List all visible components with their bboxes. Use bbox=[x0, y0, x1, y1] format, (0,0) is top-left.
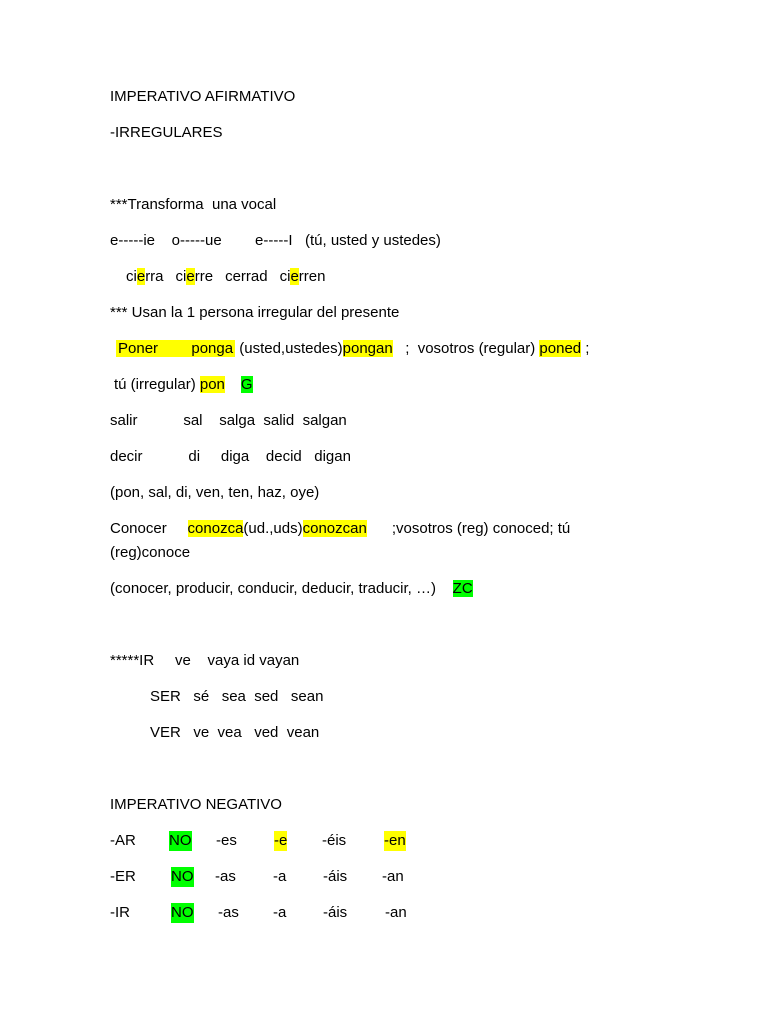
salir-line: salir sal salga salid salgan bbox=[110, 412, 347, 429]
heading-imperativo-afirmativo: IMPERATIVO AFIRMATIVO bbox=[110, 88, 296, 105]
neg-ar-no: NO bbox=[169, 832, 192, 849]
poned-highlight: poned bbox=[539, 340, 582, 357]
neg-ar-c1: -es bbox=[216, 832, 237, 849]
neg-ar-label: -AR bbox=[110, 832, 136, 849]
g-highlight: G bbox=[240, 376, 253, 393]
neg-er-c3: -áis bbox=[323, 868, 348, 885]
verb-list-1: (pon, sal, di, ven, ten, haz, oye) bbox=[110, 484, 320, 501]
neg-er-no: NO bbox=[171, 868, 194, 885]
example-word-1: cierra bbox=[126, 268, 164, 285]
neg-ir-c2: -a bbox=[273, 904, 287, 921]
example-word-3: cerrad bbox=[225, 268, 268, 285]
neg-er-label: -ER bbox=[110, 868, 136, 885]
neg-ir-c4: -an bbox=[385, 904, 407, 921]
example-word-2: cierre bbox=[175, 268, 214, 285]
ver-line: VER ve vea ved vean bbox=[150, 724, 320, 741]
neg-er-c4: -an bbox=[382, 868, 404, 885]
neg-ar-c3: -éis bbox=[322, 832, 347, 849]
heading-imperativo-negativo: IMPERATIVO NEGATIVO bbox=[110, 796, 282, 813]
zc-highlight: ZC bbox=[452, 580, 473, 597]
pon-highlight: pon bbox=[199, 376, 225, 393]
example-word-4: cierren bbox=[279, 268, 326, 285]
poner-highlight: Poner ponga bbox=[118, 340, 234, 357]
conocer-line: Conocer conozca(ud.,uds)conozcan ;vosotros (reg) conoced; tú bbox=[110, 520, 571, 537]
primera-persona-title: *** Usan la 1 persona irregular del presente bbox=[110, 304, 400, 321]
vocal-rule: e-----ie o-----ue e-----I (tú, usted y ustedes) bbox=[110, 232, 441, 249]
neg-er-c1: -as bbox=[215, 868, 236, 885]
neg-ir-c3: -áis bbox=[323, 904, 348, 921]
tu-irregular-line: tú (irregular) pon G bbox=[114, 376, 253, 393]
poner-line: Poner ponga (usted,ustedes)pongan ; vosotros (regular) poned ; bbox=[118, 340, 590, 357]
verb-list-2: (conocer, producir, conducir, deducir, traducir, …) ZC bbox=[110, 580, 473, 597]
conozca-highlight: conozca bbox=[187, 520, 244, 537]
neg-ir-c1: -as bbox=[218, 904, 239, 921]
ir-line: *****IR ve vaya id vayan bbox=[110, 652, 300, 669]
vocal-examples bbox=[126, 267, 325, 287]
neg-er-c2: -a bbox=[273, 868, 287, 885]
neg-ar-c4: -en bbox=[384, 832, 406, 849]
pongan-highlight: pongan bbox=[342, 340, 393, 357]
ser-line: SER sé sea sed sean bbox=[150, 688, 324, 705]
decir-line: decir di diga decid digan bbox=[110, 448, 351, 465]
conozcan-highlight: conozcan bbox=[302, 520, 367, 537]
vocal-title: ***Transforma una vocal bbox=[110, 196, 277, 213]
subheading-irregulares: -IRREGULARES bbox=[110, 124, 223, 141]
neg-ar-c2: -e bbox=[274, 832, 288, 849]
conocer-line-2: (reg)conoce bbox=[110, 544, 191, 561]
neg-ir-label: -IR bbox=[110, 904, 130, 921]
neg-ir-no: NO bbox=[171, 904, 194, 921]
